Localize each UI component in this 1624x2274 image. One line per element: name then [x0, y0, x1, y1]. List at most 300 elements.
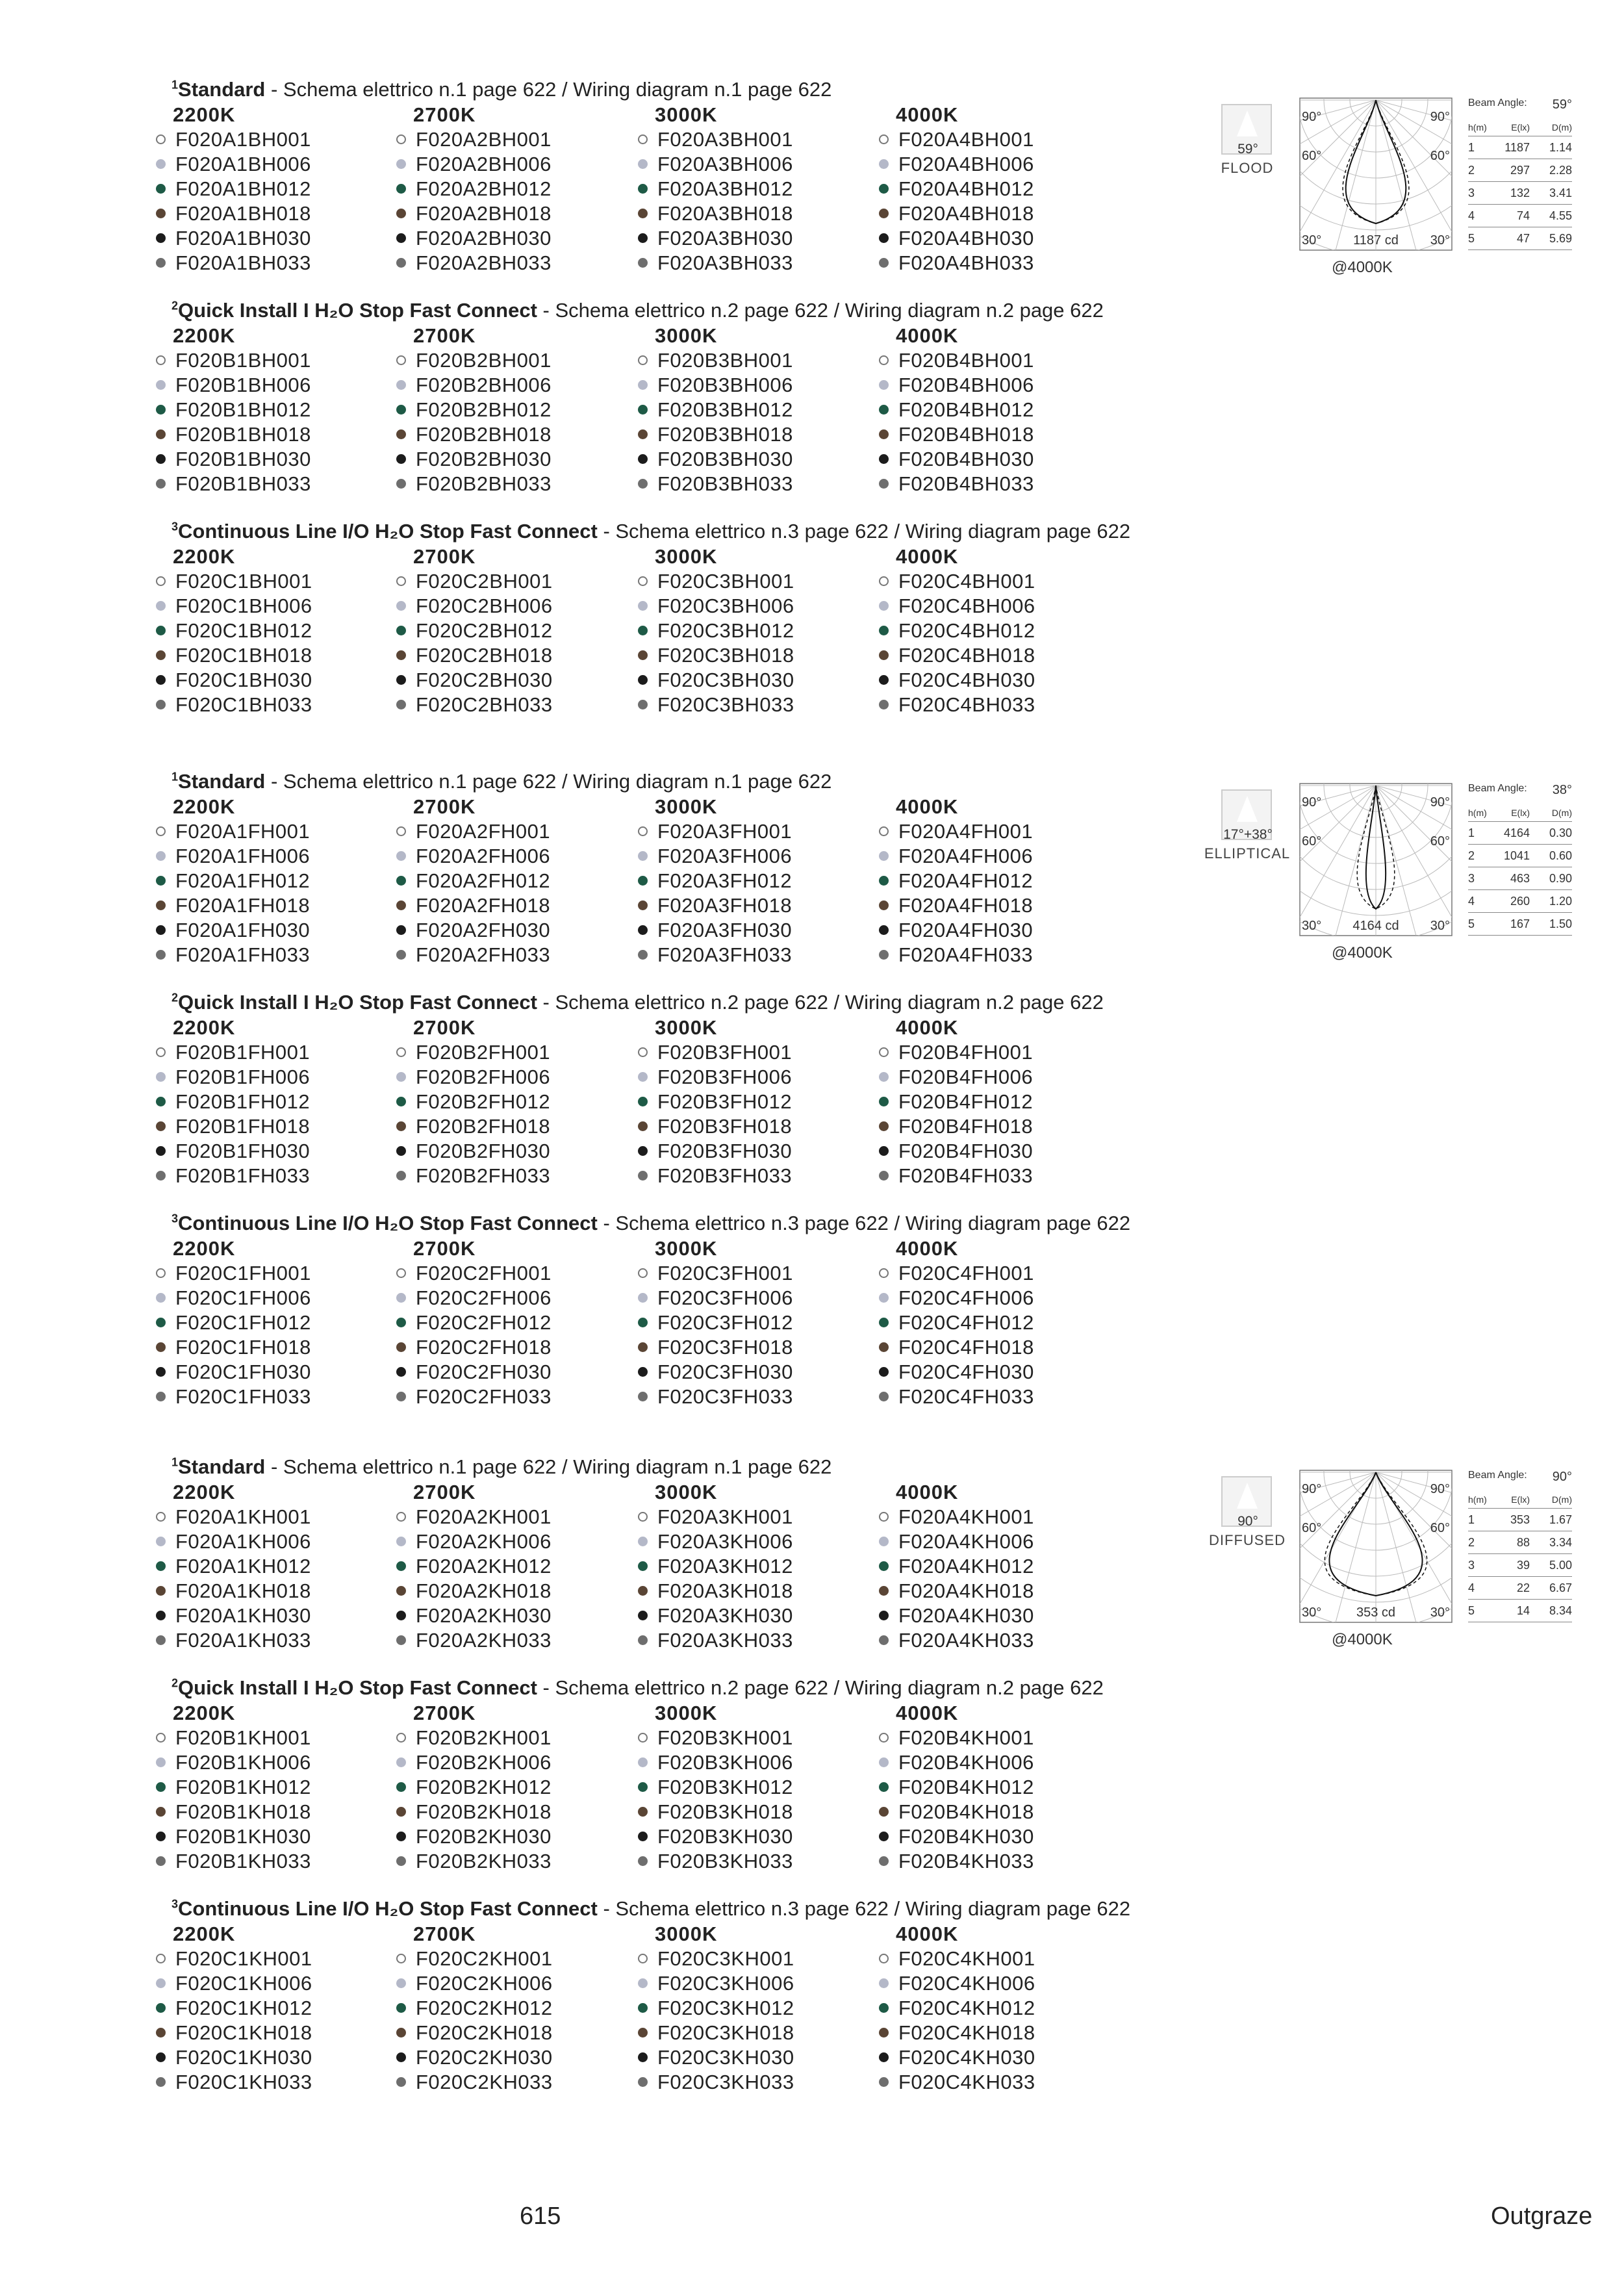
product-code-text: F020A3FH033	[657, 943, 793, 966]
product-code-text: F020A1KH001	[175, 1505, 311, 1528]
product-code-text: F020B3FH012	[657, 1090, 793, 1113]
product-code-text: F020A4BH030	[898, 227, 1034, 249]
product-code	[396, 1800, 637, 1824]
product-code	[638, 1114, 878, 1139]
product-code	[156, 1849, 396, 1874]
product-code-text: F020A2BH033	[416, 251, 552, 274]
table-row	[1468, 1509, 1572, 1531]
product-code	[156, 1360, 396, 1385]
product-code-text: F020B1FH018	[175, 1115, 311, 1138]
temperature-column	[156, 544, 396, 717]
finish-color-dot	[156, 2003, 166, 2013]
finish-color-dot	[879, 1121, 889, 1131]
finish-color-dot	[638, 1342, 648, 1352]
finish-color-dot	[879, 1782, 889, 1792]
product-code	[156, 619, 396, 643]
product-block	[156, 1897, 1195, 2118]
product-code-text: F020C4FH012	[898, 1311, 1034, 1334]
table-header-cell: D(m)	[1551, 1494, 1572, 1505]
finish-color-dot	[156, 1635, 166, 1645]
table-cell: 1041	[1503, 849, 1530, 862]
finish-color-dot	[638, 675, 648, 685]
finish-color-dot	[638, 2077, 648, 2087]
finish-color-dot	[638, 1782, 648, 1792]
table-cell: 1	[1468, 1513, 1475, 1526]
finish-color-dot	[396, 429, 406, 439]
product-code	[638, 1529, 878, 1554]
product-code-text: F020C4KH012	[898, 1997, 1035, 2019]
product-code	[638, 1310, 878, 1335]
block-name: Quick Install I H₂O Stop Fast Connect	[178, 299, 537, 322]
temperature-column	[879, 1016, 1119, 1188]
product-code	[879, 1286, 1119, 1310]
finish-color-dot	[638, 1611, 648, 1620]
finish-color-dot	[638, 1047, 648, 1057]
product-code	[156, 869, 396, 893]
finish-color-dot	[879, 355, 889, 365]
product-code	[638, 1579, 878, 1603]
finish-color-dot	[879, 1512, 889, 1522]
product-code	[879, 619, 1119, 643]
product-code	[396, 1849, 637, 1874]
product-code	[879, 398, 1119, 422]
table-row	[1468, 227, 1572, 250]
product-code	[638, 1040, 878, 1065]
beam-angle-label: 59°	[1237, 142, 1258, 157]
product-code	[156, 569, 396, 594]
product-code-text: F020A2FH018	[416, 894, 551, 917]
block-name: Standard	[178, 770, 266, 793]
column-temperature-header: 2700K	[413, 1702, 476, 1724]
polar-angle-label: 60°	[1430, 149, 1450, 163]
product-code-text: F020B2FH018	[416, 1115, 551, 1138]
column-temperature-header: 4000K	[896, 1702, 959, 1724]
finish-color-dot	[396, 1757, 406, 1767]
product-code-text: F020B3FH018	[657, 1115, 793, 1138]
product-code	[396, 1947, 637, 1971]
brand-name: Outgraze	[1491, 2203, 1593, 2230]
product-code-text: F020B3KH033	[657, 1850, 793, 1872]
finish-color-dot	[879, 1293, 889, 1303]
product-code-text: F020C4KH033	[898, 2071, 1035, 2093]
product-code-text: F020C1BH018	[175, 644, 312, 667]
product-code	[156, 2045, 396, 2070]
product-code	[156, 152, 396, 177]
finish-color-dot	[879, 1733, 889, 1743]
temperature-column	[396, 1701, 637, 1874]
table-cell: 88	[1516, 1536, 1530, 1549]
product-code	[396, 668, 637, 693]
finish-color-dot	[638, 405, 648, 415]
product-code-text: F020B2BH018	[416, 423, 552, 446]
product-code-text: F020B2FH006	[416, 1066, 551, 1088]
product-code-text: F020A1FH001	[175, 820, 311, 843]
product-code-text: F020A4KH018	[898, 1579, 1034, 1602]
column-temperature-header: 3000K	[655, 1923, 718, 1945]
product-code	[638, 1775, 878, 1800]
polar-angle-label: 30°	[1302, 233, 1322, 248]
product-code	[156, 1996, 396, 2021]
block-description: - Schema elettrico n.3 page 622 / Wiring diagram page 622	[597, 520, 1131, 543]
block-name: Continuous Line I/O H₂O Stop Fast Connect	[178, 1897, 598, 1920]
product-code-text: F020A1BH001	[175, 128, 311, 151]
illuminance-table	[1468, 1470, 1572, 1622]
product-code-text: F020B3KH006	[657, 1751, 793, 1774]
product-code	[638, 1824, 878, 1849]
product-code	[638, 1800, 878, 1824]
finish-color-dot	[396, 1318, 406, 1327]
product-code	[638, 2021, 878, 2045]
product-code-text: F020C2BH012	[416, 619, 553, 642]
finish-color-dot	[396, 650, 406, 660]
finish-color-dot	[879, 1342, 889, 1352]
finish-color-dot	[396, 1954, 406, 1963]
polar-angle-label: 60°	[1430, 834, 1450, 849]
finish-color-dot	[879, 380, 889, 390]
product-code	[156, 398, 396, 422]
temperature-column	[156, 1480, 396, 1653]
product-code-text: F020A2KH030	[416, 1604, 552, 1627]
product-group	[156, 770, 1195, 1452]
product-code	[638, 348, 878, 373]
cone-icon	[1237, 1483, 1258, 1509]
product-code	[396, 472, 637, 496]
finish-color-dot	[638, 1318, 648, 1327]
product-code-text: F020A2KH012	[416, 1555, 552, 1578]
product-code	[156, 2070, 396, 2095]
product-code-text: F020C4KH001	[898, 1947, 1035, 1970]
product-code-text: F020B1BH018	[175, 423, 311, 446]
product-code-text: F020A3BH018	[657, 202, 793, 225]
column-temperature-header: 2700K	[413, 1923, 476, 1945]
product-code-text: F020A1FH033	[175, 943, 311, 966]
product-code	[396, 348, 637, 373]
product-code-text: F020A4BH012	[898, 177, 1034, 200]
table-cell: 1	[1468, 826, 1475, 839]
table-row	[1468, 1577, 1572, 1600]
product-code	[638, 1385, 878, 1409]
product-code-text: F020B3BH033	[657, 472, 793, 495]
product-code	[879, 1385, 1119, 1409]
product-code	[638, 893, 878, 918]
finish-color-dot	[879, 1807, 889, 1817]
beam-type-label: FLOOD	[1221, 160, 1274, 176]
table-cell: 167	[1510, 917, 1530, 930]
table-cell: 74	[1516, 209, 1530, 222]
column-temperature-header: 2200K	[173, 324, 236, 347]
product-code-text: F020C3KH006	[657, 1972, 794, 1995]
product-code-text: F020A3FH030	[657, 919, 793, 941]
product-code	[396, 1971, 637, 1996]
finish-color-dot	[156, 1537, 166, 1546]
product-code-text: F020C2BH033	[416, 693, 553, 716]
finish-color-dot	[879, 1392, 889, 1401]
beam-type-label: DIFFUSED	[1209, 1532, 1286, 1548]
product-code	[156, 1164, 396, 1188]
finish-color-dot	[638, 1757, 648, 1767]
product-code	[879, 2070, 1119, 2095]
finish-color-dot	[879, 209, 889, 218]
product-code-text: F020B1BH033	[175, 472, 311, 495]
finish-color-dot	[396, 626, 406, 635]
temperature-column	[638, 1016, 878, 1188]
finish-color-dot	[396, 2028, 406, 2038]
table-row	[1468, 822, 1572, 845]
block-title	[171, 299, 1104, 322]
product-code-text: F020C4BH006	[898, 594, 1035, 617]
product-block	[156, 991, 1195, 1212]
finish-color-dot	[156, 1611, 166, 1620]
product-code-text: F020A3FH018	[657, 894, 793, 917]
cone-icon	[1237, 110, 1258, 136]
finish-color-dot	[638, 1392, 648, 1401]
product-code	[396, 918, 637, 943]
block-title	[171, 1455, 831, 1479]
product-code	[396, 1385, 637, 1409]
product-code	[156, 1139, 396, 1164]
finish-color-dot	[156, 1832, 166, 1841]
finish-color-dot	[396, 1832, 406, 1841]
product-code-text: F020C2FH006	[416, 1286, 552, 1309]
product-code-text: F020A4BH033	[898, 251, 1034, 274]
product-code	[879, 1750, 1119, 1775]
product-code-text: F020A2BH001	[416, 128, 552, 151]
product-code-text: F020A3KH001	[657, 1505, 793, 1528]
product-code	[879, 1335, 1119, 1360]
table-cell: 4	[1468, 209, 1475, 222]
product-code-text: F020B2FH033	[416, 1164, 551, 1187]
finish-color-dot	[156, 159, 166, 169]
product-code	[396, 1628, 637, 1653]
temperature-column	[879, 1480, 1119, 1653]
product-code-text: F020A2FH033	[416, 943, 551, 966]
product-code-text: F020C1BH006	[175, 594, 312, 617]
product-code	[879, 1139, 1119, 1164]
finish-color-dot	[638, 1856, 648, 1866]
product-code	[156, 1065, 396, 1090]
product-code-text: F020C2KH033	[416, 2071, 553, 2093]
finish-color-dot	[396, 355, 406, 365]
finish-color-dot	[396, 380, 406, 390]
finish-color-dot	[638, 1146, 648, 1156]
finish-color-dot	[879, 601, 889, 611]
finish-color-dot	[396, 1733, 406, 1743]
product-code-text: F020C2BH001	[416, 570, 553, 593]
finish-color-dot	[879, 1171, 889, 1181]
product-code-text: F020A1BH018	[175, 202, 311, 225]
finish-color-dot	[396, 479, 406, 489]
finish-color-dot	[156, 429, 166, 439]
beam-angle-label: 17°+38°	[1223, 827, 1273, 842]
finish-color-dot	[638, 258, 648, 268]
finish-color-dot	[156, 1586, 166, 1596]
finish-color-dot	[879, 2077, 889, 2087]
product-code	[879, 2045, 1119, 2070]
product-code	[638, 201, 878, 226]
block-number: 1	[171, 78, 179, 92]
product-code-text: F020A1KH030	[175, 1604, 311, 1627]
product-code-text: F020C3KH012	[657, 1997, 794, 2019]
block-title	[171, 770, 831, 793]
product-code-text: F020A2KH006	[416, 1530, 552, 1553]
polar-angle-label: 30°	[1302, 1605, 1322, 1620]
product-code-text: F020C1FH001	[175, 1262, 311, 1284]
product-code	[879, 668, 1119, 693]
finish-color-dot	[638, 1268, 648, 1278]
finish-color-dot	[879, 1561, 889, 1571]
product-code-text: F020C1KH018	[175, 2021, 312, 2044]
table-cell: 2	[1468, 164, 1475, 177]
product-code	[396, 1775, 637, 1800]
product-code	[638, 1628, 878, 1653]
finish-color-dot	[156, 1782, 166, 1792]
beam-icon	[1221, 1476, 1272, 1527]
product-code	[638, 1335, 878, 1360]
finish-color-dot	[396, 1392, 406, 1401]
product-code-text: F020C1KH012	[175, 1997, 312, 2019]
product-code-text: F020C4FH030	[898, 1361, 1034, 1383]
product-code-text: F020A4FH030	[898, 919, 1034, 941]
product-code	[396, 127, 637, 152]
temperature-column	[638, 544, 878, 717]
product-code-text: F020B3BH018	[657, 423, 793, 446]
finish-color-dot	[156, 1268, 166, 1278]
finish-color-dot	[638, 901, 648, 910]
finish-color-dot	[156, 675, 166, 685]
polar-angle-label: 90°	[1430, 1482, 1450, 1496]
product-code-text: F020C4FH018	[898, 1336, 1034, 1359]
product-code	[156, 348, 396, 373]
product-code-text: F020B4FH001	[898, 1041, 1034, 1064]
temperature-column	[396, 795, 637, 967]
product-code	[396, 1360, 637, 1385]
block-number: 1	[171, 770, 179, 784]
product-code-text: F020A4FH012	[898, 869, 1034, 892]
product-code	[879, 1800, 1119, 1824]
finish-color-dot	[879, 851, 889, 861]
product-code	[396, 1750, 637, 1775]
product-code-text: F020C3FH001	[657, 1262, 793, 1284]
finish-color-dot	[879, 233, 889, 243]
finish-color-dot	[638, 1072, 648, 1082]
finish-color-dot	[879, 1537, 889, 1546]
product-code	[879, 1065, 1119, 1090]
finish-color-dot	[396, 1635, 406, 1645]
finish-color-dot	[156, 626, 166, 635]
product-code-text: F020B4KH033	[898, 1850, 1034, 1872]
product-code	[396, 1261, 637, 1286]
product-code-text: F020B3BH006	[657, 374, 793, 396]
finish-color-dot	[879, 1757, 889, 1767]
product-code-text: F020A1KH033	[175, 1629, 311, 1652]
product-code	[156, 1261, 396, 1286]
block-description: - Schema elettrico n.2 page 622 / Wiring diagram n.2 page 622	[537, 299, 1104, 322]
product-code	[156, 1286, 396, 1310]
product-code-text: F020B4BH018	[898, 423, 1034, 446]
finish-color-dot	[879, 2003, 889, 2013]
finish-color-dot	[396, 1146, 406, 1156]
finish-color-dot	[638, 429, 648, 439]
finish-color-dot	[638, 826, 648, 836]
product-code-text: F020B2FH030	[416, 1140, 551, 1162]
column-temperature-header: 4000K	[896, 1481, 959, 1503]
column-temperature-header: 3000K	[655, 795, 718, 818]
finish-color-dot	[638, 380, 648, 390]
product-code	[879, 1603, 1119, 1628]
finish-color-dot	[396, 1782, 406, 1792]
polar-angle-label: 30°	[1430, 919, 1450, 933]
finish-color-dot	[879, 405, 889, 415]
beam-angle-value: 90°	[1552, 1470, 1572, 1484]
finish-color-dot	[396, 1047, 406, 1057]
product-code-text: F020C1FH018	[175, 1336, 311, 1359]
product-code-text: F020B4KH012	[898, 1776, 1034, 1798]
finish-color-dot	[396, 1978, 406, 1988]
finish-color-dot	[156, 1807, 166, 1817]
finish-color-dot	[638, 601, 648, 611]
finish-color-dot	[638, 1832, 648, 1841]
product-code	[156, 1090, 396, 1114]
product-code	[638, 693, 878, 717]
illuminance-table	[1468, 783, 1572, 936]
finish-color-dot	[156, 1392, 166, 1401]
column-temperature-header: 2200K	[173, 1702, 236, 1724]
product-code-text: F020B2KH033	[416, 1850, 552, 1872]
beam-angle-header	[1468, 783, 1572, 798]
finish-color-dot	[638, 134, 648, 144]
product-code	[156, 594, 396, 619]
product-code-text: F020B4BH030	[898, 448, 1034, 470]
table-cell: 1	[1468, 141, 1475, 154]
product-code	[638, 2045, 878, 2070]
product-block	[156, 520, 1195, 741]
product-code	[638, 1065, 878, 1090]
product-code	[396, 1726, 637, 1750]
finish-color-dot	[879, 1097, 889, 1106]
product-code-text: F020C1KH001	[175, 1947, 312, 1970]
beam-angle-title: Beam Angle:	[1468, 1470, 1527, 1481]
product-code-text: F020B4KH001	[898, 1726, 1034, 1749]
finish-color-dot	[396, 159, 406, 169]
product-code	[879, 819, 1119, 844]
product-code-text: F020B2BH012	[416, 398, 552, 421]
product-code	[638, 226, 878, 251]
table-cell: 0.60	[1549, 849, 1572, 862]
product-code-text: F020B1KH012	[175, 1776, 311, 1798]
temperature-column	[156, 795, 396, 967]
product-code-text: F020A1BH006	[175, 153, 311, 175]
block-description: - Schema elettrico n.3 page 622 / Wiring diagram page 622	[597, 1212, 1131, 1234]
product-code-text: F020B1KH018	[175, 1800, 311, 1823]
product-code	[396, 893, 637, 918]
product-code-text: F020C4KH030	[898, 2046, 1035, 2069]
block-title	[171, 1676, 1104, 1700]
product-block	[156, 78, 1195, 299]
product-code-text: F020A3KH018	[657, 1579, 793, 1602]
product-code	[156, 918, 396, 943]
finish-color-dot	[156, 1757, 166, 1767]
finish-color-dot	[638, 1635, 648, 1645]
cone-icon	[1237, 796, 1258, 822]
product-code	[879, 422, 1119, 447]
finish-color-dot	[879, 1586, 889, 1596]
finish-color-dot	[156, 1318, 166, 1327]
column-temperature-header: 2700K	[413, 1237, 476, 1260]
product-block	[156, 770, 1195, 991]
finish-color-dot	[396, 1611, 406, 1620]
photometry-panel	[1209, 1470, 1605, 1684]
product-code	[638, 1164, 878, 1188]
